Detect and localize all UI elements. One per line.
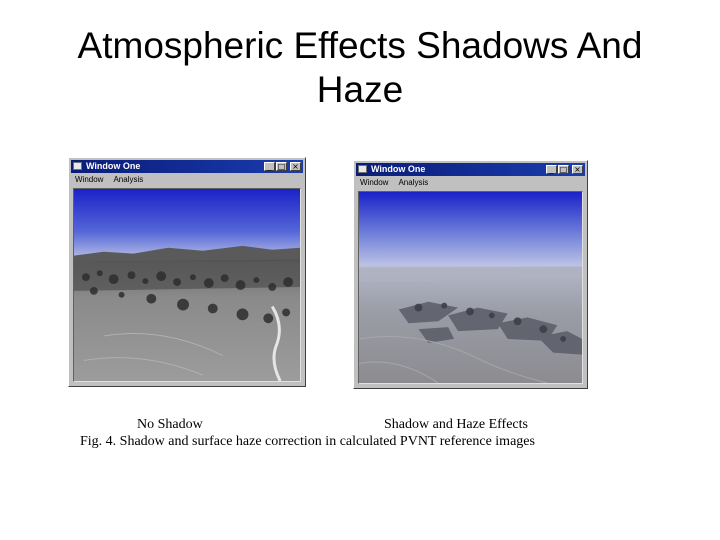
minimize-button[interactable]: _ bbox=[264, 162, 275, 171]
figure-caption: Fig. 4. Shadow and surface haze correction in calculated PVNT reference images bbox=[80, 434, 535, 449]
window-menubar bbox=[356, 177, 585, 189]
minimize-button[interactable]: _ bbox=[546, 165, 557, 174]
window-title: Window One bbox=[86, 161, 141, 171]
window-shadow-haze[interactable] bbox=[353, 160, 588, 389]
slide-title-line-2: Haze bbox=[316, 69, 404, 110]
window-title: Window One bbox=[371, 164, 426, 174]
window-app-icon bbox=[73, 162, 82, 170]
maximize-button[interactable]: □ bbox=[559, 165, 568, 174]
slide-title-line-1: Atmospheric Effects Shadows And bbox=[77, 25, 643, 66]
maximize-button[interactable]: □ bbox=[277, 162, 286, 171]
terrain-render-no-shadow bbox=[74, 189, 300, 381]
menu-analysis[interactable]: Analysis bbox=[113, 175, 144, 184]
terrain-view-shadow-haze bbox=[358, 191, 583, 384]
window-titlebar[interactable] bbox=[71, 160, 303, 173]
close-button[interactable]: × bbox=[290, 162, 301, 171]
window-titlebar[interactable] bbox=[356, 163, 585, 176]
caption-no-shadow: No Shadow bbox=[137, 417, 203, 432]
slide-title bbox=[0, 24, 720, 112]
menu-analysis[interactable]: Analysis bbox=[398, 178, 429, 187]
caption-shadow-haze: Shadow and Haze Effects bbox=[384, 417, 528, 432]
menu-window[interactable]: Window bbox=[75, 175, 104, 184]
menu-window[interactable]: Window bbox=[360, 178, 389, 187]
terrain-render-shadow-haze bbox=[359, 192, 582, 383]
window-menubar bbox=[71, 174, 303, 186]
window-no-shadow[interactable] bbox=[68, 157, 306, 387]
close-button[interactable]: × bbox=[572, 165, 583, 174]
terrain-view-no-shadow bbox=[73, 188, 301, 382]
window-app-icon bbox=[358, 165, 367, 173]
